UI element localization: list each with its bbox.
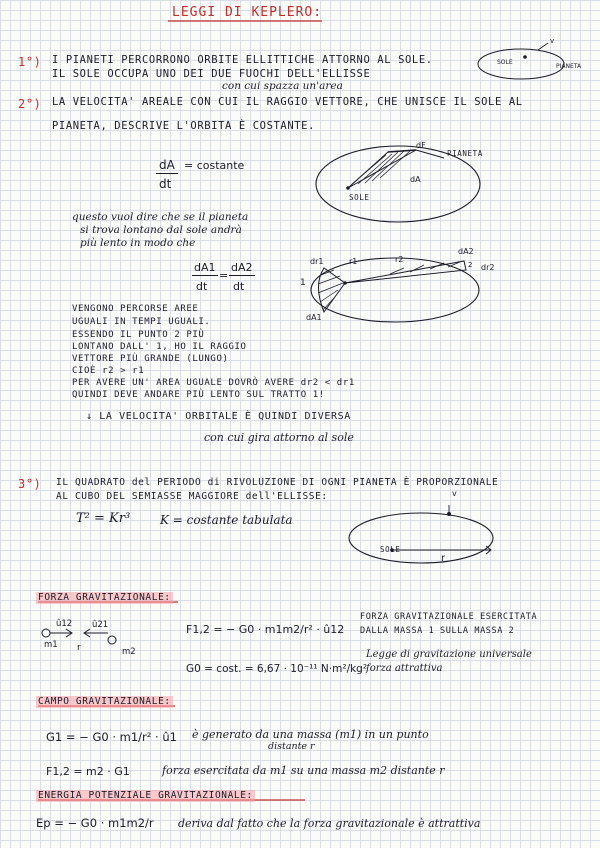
areas-line8: QUINDI DEVE ANDARE PIÙ LENTO SUL TRATTO 1! [72, 390, 325, 400]
fig1-v-label: v [550, 37, 555, 45]
law2-formula-rhs: = costante [184, 159, 245, 172]
page-title: LEGGI DI KEPLERO: [172, 5, 323, 20]
fig3-dr2-label: dr2 [481, 263, 495, 272]
fig2-pianeta-label: PIANETA [447, 149, 483, 158]
mass-m1-label: m1 [44, 640, 58, 650]
energia-formula: Ep = − G0 · m1m2/r [36, 816, 154, 830]
law2-formula-den: dt [159, 177, 172, 191]
campo-force: F1,2 = m2 · G1 [46, 765, 130, 778]
forza-desc1: FORZA GRAVITAZIONALE ESERCITATA [360, 612, 538, 622]
mass-r-label: r [77, 643, 81, 653]
law1-line2: IL SOLE OCCUPA UNO DEI DUE FUOCHI DELL'ELLISSE [52, 68, 371, 80]
forza-formula: F1,2 = − G0 · m1m2/r² · û12 [186, 623, 345, 636]
forza-heading: FORZA GRAVITAZIONALE: [38, 592, 171, 603]
explain-line2: si trova lontano dal sole andrà [80, 224, 242, 236]
law2-line1: LA VELOCITA' AREALE CON CUI IL RAGGIO VETTORE, CHE UNISCE IL SOLE AL [52, 96, 523, 108]
law3-number: 3°) [18, 477, 42, 491]
campo-desc2: distante r [268, 741, 315, 752]
law1-line1: I PIANETI PERCORRONO ORBITE ELLITTICHE ATTORNO AL SOLE. [52, 54, 433, 66]
eq-num1: dA1 [194, 261, 216, 274]
fig2-sole-label: SOLE [349, 193, 370, 202]
areas-line2: UGUALI IN TEMPI UGUALI. [72, 317, 211, 327]
areas-line3: ESSENDO IL PUNTO 2 PIÙ [72, 330, 205, 340]
law1-note: con cui spazza un'area [222, 80, 343, 92]
law2-number: 2°) [18, 97, 42, 111]
fig3-point1-label: 1 [300, 278, 306, 288]
eq-den1: dt [196, 280, 208, 293]
fig2-df-label: dF [416, 141, 426, 150]
energia-heading: ENERGIA POTENZIALE GRAVITAZIONALE: [38, 790, 253, 801]
forza-law-line2: forza attrattiva [366, 663, 443, 674]
fig3-dr1-label: dr1 [310, 257, 324, 266]
fig1-pianeta-label: PIANETA [556, 63, 582, 70]
explain-line3: più lento in modo che [80, 237, 196, 249]
forza-law-line1: Legge di gravitazione universale [366, 649, 532, 660]
mass-u21-label: û21 [92, 620, 109, 630]
law3-k-definition: K = costante tabulata [160, 513, 293, 527]
areas-line7: PER AVERE UN' AREA UGUALE DOVRÒ AVERE dr2 < dr1 [72, 378, 355, 388]
g0-constant: G0 = cost. = 6,67 · 10⁻¹¹ N·m²/kg² [186, 663, 368, 675]
fig3-orbit [311, 255, 479, 322]
law3-line1: IL QUADRATO del PERIODO di RIVOLUZIONE DI OGNI PIANETA È PROPORZIONALE [56, 477, 499, 488]
fig3-da2-label: dA2 [458, 247, 474, 256]
law3-line2: AL CUBO DEL SEMIASSE MAGGIORE dell'ELLISSE: [56, 491, 328, 502]
areas-line6: CIOÈ r2 > r1 [72, 366, 145, 376]
explain-line1: questo vuol dire che se il pianeta [72, 211, 249, 223]
forza-desc2: DALLA MASSA 1 SULLA MASSA 2 [360, 626, 515, 636]
fig1-orbit [478, 43, 564, 79]
eq-num2: dA2 [231, 261, 253, 274]
areas-line4: LONTANO DALL' 1, HO IL RAGGIO [72, 342, 247, 352]
areas-line9: ↓ LA VELOCITA' ORBITALE È QUINDI DIVERSA [86, 411, 351, 422]
fig3-point2-label: 2 [468, 261, 473, 269]
eq-equals: = [219, 269, 229, 282]
campo-desc1: è generato da una massa (m1) in un punto [192, 728, 429, 741]
fig4-sole-label: SOLE [380, 545, 401, 554]
fig4-v-label: v [452, 489, 457, 498]
campo-force-desc: forza esercitata da m1 su una massa m2 distante r [162, 764, 445, 777]
fig3-r2-label: r2 [395, 255, 404, 264]
law1-number: 1°) [18, 55, 42, 69]
mass-m2-label: m2 [122, 647, 136, 657]
areas-line1: VENGONO PERCORSE AREE [72, 304, 199, 314]
fig4-orbit [349, 505, 493, 563]
eq-den2: dt [233, 280, 245, 293]
areas-line10: con cui gira attorno al sole [204, 431, 354, 444]
fig1-sole-label: SOLE [497, 59, 513, 66]
energia-desc: deriva dal fatto che la forza gravitazionale è attrattiva [178, 817, 481, 830]
law3-formula: T² = Kr³ [76, 511, 131, 526]
campo-heading: CAMPO GRAVITAZIONALE: [38, 696, 171, 707]
fig2-da-label: dA [410, 175, 421, 184]
fig3-da1-label: dA1 [306, 313, 322, 322]
fig3-r1-label: r1 [349, 257, 358, 266]
mass-u12-label: û12 [56, 619, 73, 629]
law2-formula-num: dA [156, 159, 178, 174]
fig4-r-label: r [441, 553, 446, 564]
campo-formula: G1 = − G0 · m1/r² · û1 [46, 730, 177, 744]
areas-line5: VETTORE PIÙ GRANDE (LUNGO) [72, 354, 229, 364]
law2-line2: PIANETA, DESCRIVE L'ORBITA È COSTANTE. [52, 120, 316, 132]
